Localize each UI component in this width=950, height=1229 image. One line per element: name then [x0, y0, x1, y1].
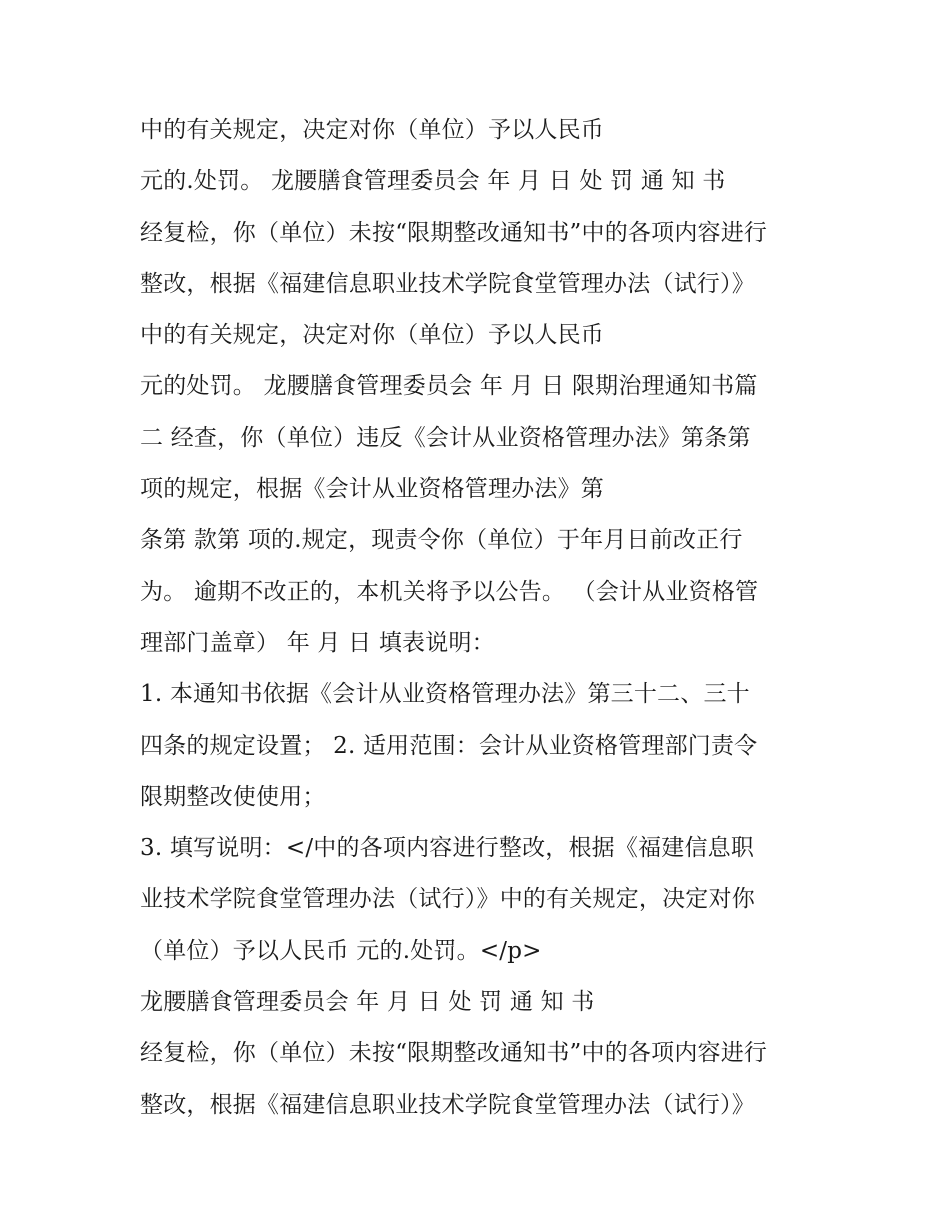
text-line: 业技术学院食堂管理办法（试行）》中的有关规定，决定对你 [140, 886, 755, 913]
text-line: 二 经查，你（单位）违反《会计从业资格管理办法》第条第 [140, 424, 751, 451]
text-line: 整改，根据《福建信息职业技术学院食堂管理办法（试行）》 [140, 1091, 755, 1118]
text-line: 中的有关规定，决定对你（单位）予以人民币 [140, 117, 604, 143]
text-line: 3. 填写说明：</中的各项内容进行整改，根据《福建信息职 [140, 835, 755, 862]
text-line: 项的规定，根据《会计从业资格管理办法》第 [140, 476, 604, 503]
text-line: 整改，根据《福建信息职业技术学院食堂管理办法（试行）》 [140, 270, 755, 297]
text-line: 元的处罚。 龙腰膳食管理委员会 年 月 日 限期治理通知书篇 [140, 373, 758, 400]
text-line: 元的.处罚。 龙腰膳食管理委员会 年 月 日 处 罚 通 知 书 [140, 168, 726, 195]
text-line: 条第 款第 项的.规定，现责令你（单位）于年月日前改正行 [140, 527, 743, 554]
text-line: 理部门盖章） 年 月 日 填表说明： [140, 629, 495, 656]
text-line: 1. 本通知书依据《会计从业资格管理办法》第三十二、三十 [140, 681, 750, 708]
text-line: 经复检，你（单位）未按“限期整改通知书”中的各项内容进行 [140, 219, 768, 246]
text-line: 限期整改使使用； [140, 783, 326, 810]
document-body [140, 108, 840, 1134]
text-line: 经复检，你（单位）未按“限期整改通知书”中的各项内容进行 [140, 1040, 768, 1067]
text-line: 龙腰膳食管理委员会 年 月 日 处 罚 通 知 书 [140, 989, 595, 1016]
text-line: 中的有关规定，决定对你（单位）予以人民币 [140, 322, 604, 349]
text-line: 为。 逾期不改正的，本机关将予以公告。 （会计从业资格管 [140, 578, 759, 605]
text-line: 四条的规定设置； 2. 适用范围：会计从业资格管理部门责令 [140, 732, 758, 759]
text-line: （单位）予以人民币 元的.处罚。</p> [140, 937, 542, 964]
